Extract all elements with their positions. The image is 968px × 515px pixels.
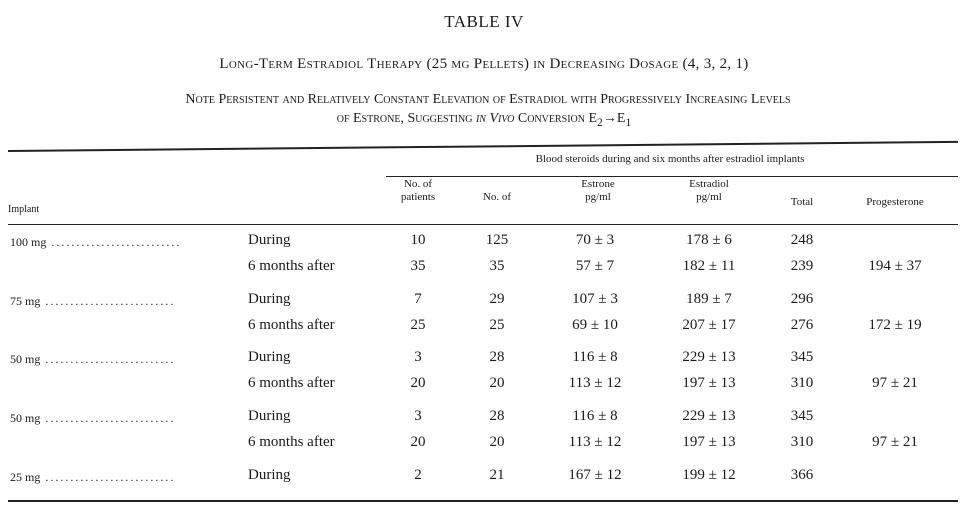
cell-estradiol: 182 ± 11 [682, 258, 736, 274]
cell-implant [10, 470, 175, 485]
group-rule [386, 176, 958, 177]
cell-patients: 20 [410, 434, 426, 450]
cell-total: 296 [790, 291, 814, 307]
bottom-rule [8, 500, 958, 502]
cell-progesterone: 97 ± 21 [872, 375, 918, 391]
implant-label: 100 mg [10, 235, 47, 249]
header-estrone: Estrone pg/ml [581, 178, 615, 203]
header-group: Blood steroids during and six months after estradiol implants [535, 153, 805, 165]
note-arrow: →E [602, 111, 626, 126]
cell-implant [10, 294, 175, 309]
cell-no-of: 21 [489, 467, 505, 483]
implant-label: 50 mg [10, 411, 41, 425]
leader-dots: .......................... [46, 235, 182, 249]
note-line-2-suffix: Conversion E [514, 111, 598, 126]
leader-dots: .......................... [40, 352, 176, 366]
header-total: Total [790, 196, 814, 208]
cell-implant [10, 235, 181, 250]
cell-no-of: 20 [489, 434, 505, 450]
cell-estrone: 70 ± 3 [575, 232, 615, 248]
cell-estrone: 57 ± 7 [575, 258, 615, 274]
cell-total: 239 [790, 258, 814, 274]
cell-progesterone: 194 ± 37 [868, 258, 922, 274]
cell-period: During [248, 232, 291, 248]
note-in-vivo: in Vivo [475, 111, 515, 126]
table-note [0, 90, 968, 132]
implant-label: 50 mg [10, 352, 41, 366]
cell-estradiol: 229 ± 13 [682, 349, 736, 365]
cell-period: During [248, 291, 291, 307]
note-line-1: Note Persistent and Relatively Constant Elevation of Estradiol with Progressively Increasing Levels [185, 92, 791, 107]
top-rule [8, 141, 958, 152]
cell-estrone: 107 ± 3 [572, 291, 618, 307]
note-line-2-prefix: of Estrone, Suggesting [336, 111, 476, 126]
cell-patients: 2 [414, 467, 422, 483]
cell-estradiol: 197 ± 13 [682, 375, 736, 391]
note-sub-1: 1 [625, 115, 632, 129]
cell-implant [10, 352, 175, 367]
cell-period: During [248, 408, 291, 424]
cell-patients: 10 [410, 232, 426, 248]
cell-estrone: 69 ± 10 [572, 317, 618, 333]
cell-estrone: 116 ± 8 [572, 349, 618, 365]
cell-period: 6 months after [248, 375, 335, 391]
cell-estrone: 113 ± 12 [568, 375, 622, 391]
header-estradiol: Estradiol pg/ml [689, 178, 729, 203]
table-title: TABLE IV [444, 12, 524, 31]
cell-period: During [248, 349, 291, 365]
cell-patients: 35 [410, 258, 426, 274]
cell-estradiol: 189 ± 7 [686, 291, 732, 307]
cell-progesterone: 97 ± 21 [872, 434, 918, 450]
cell-no-of: 35 [489, 258, 505, 274]
table-subtitle: Long-Term Estradiol Therapy (25 mg Pellets) in Decreasing Dosage (4, 3, 2, 1) [219, 56, 749, 72]
note-sub-2: 2 [597, 115, 603, 129]
cell-estradiol: 229 ± 13 [682, 408, 736, 424]
cell-period: 6 months after [248, 317, 335, 333]
header-patients: No. of patients [400, 178, 436, 203]
cell-patients: 7 [414, 291, 422, 307]
cell-estrone: 167 ± 12 [568, 467, 622, 483]
header-progesterone: Progesterone [866, 196, 924, 208]
cell-patients: 3 [414, 349, 422, 365]
cell-estrone: 116 ± 8 [572, 408, 618, 424]
cell-implant [10, 411, 175, 426]
cell-no-of: 20 [489, 375, 505, 391]
header-rule [8, 224, 958, 225]
cell-patients: 20 [410, 375, 426, 391]
cell-total: 366 [790, 467, 814, 483]
leader-dots: .......................... [40, 294, 176, 308]
cell-patients: 3 [414, 408, 422, 424]
cell-no-of: 28 [489, 349, 505, 365]
cell-total: 276 [790, 317, 814, 333]
note-line-2 [0, 109, 968, 132]
implant-label: 25 mg [10, 470, 41, 484]
cell-total: 248 [790, 232, 814, 248]
cell-estradiol: 197 ± 13 [682, 434, 736, 450]
cell-total: 345 [790, 349, 814, 365]
cell-total: 310 [790, 434, 814, 450]
header-implant: Implant [8, 204, 40, 215]
cell-no-of: 28 [489, 408, 505, 424]
cell-progesterone: 172 ± 19 [868, 317, 922, 333]
cell-patients: 25 [410, 317, 426, 333]
cell-no-of: 25 [489, 317, 505, 333]
cell-period: 6 months after [248, 258, 335, 274]
cell-estradiol: 207 ± 17 [682, 317, 736, 333]
implant-label: 75 mg [10, 294, 41, 308]
cell-estradiol: 178 ± 6 [686, 232, 732, 248]
leader-dots: .......................... [40, 470, 176, 484]
cell-no-of: 29 [489, 291, 505, 307]
cell-period: 6 months after [248, 434, 335, 450]
header-no-of: No. of [482, 191, 512, 203]
cell-no-of: 125 [485, 232, 509, 248]
cell-total: 345 [790, 408, 814, 424]
cell-estradiol: 199 ± 12 [682, 467, 736, 483]
cell-estrone: 113 ± 12 [568, 434, 622, 450]
cell-period: During [248, 467, 291, 483]
leader-dots: .......................... [40, 411, 176, 425]
cell-total: 310 [790, 375, 814, 391]
